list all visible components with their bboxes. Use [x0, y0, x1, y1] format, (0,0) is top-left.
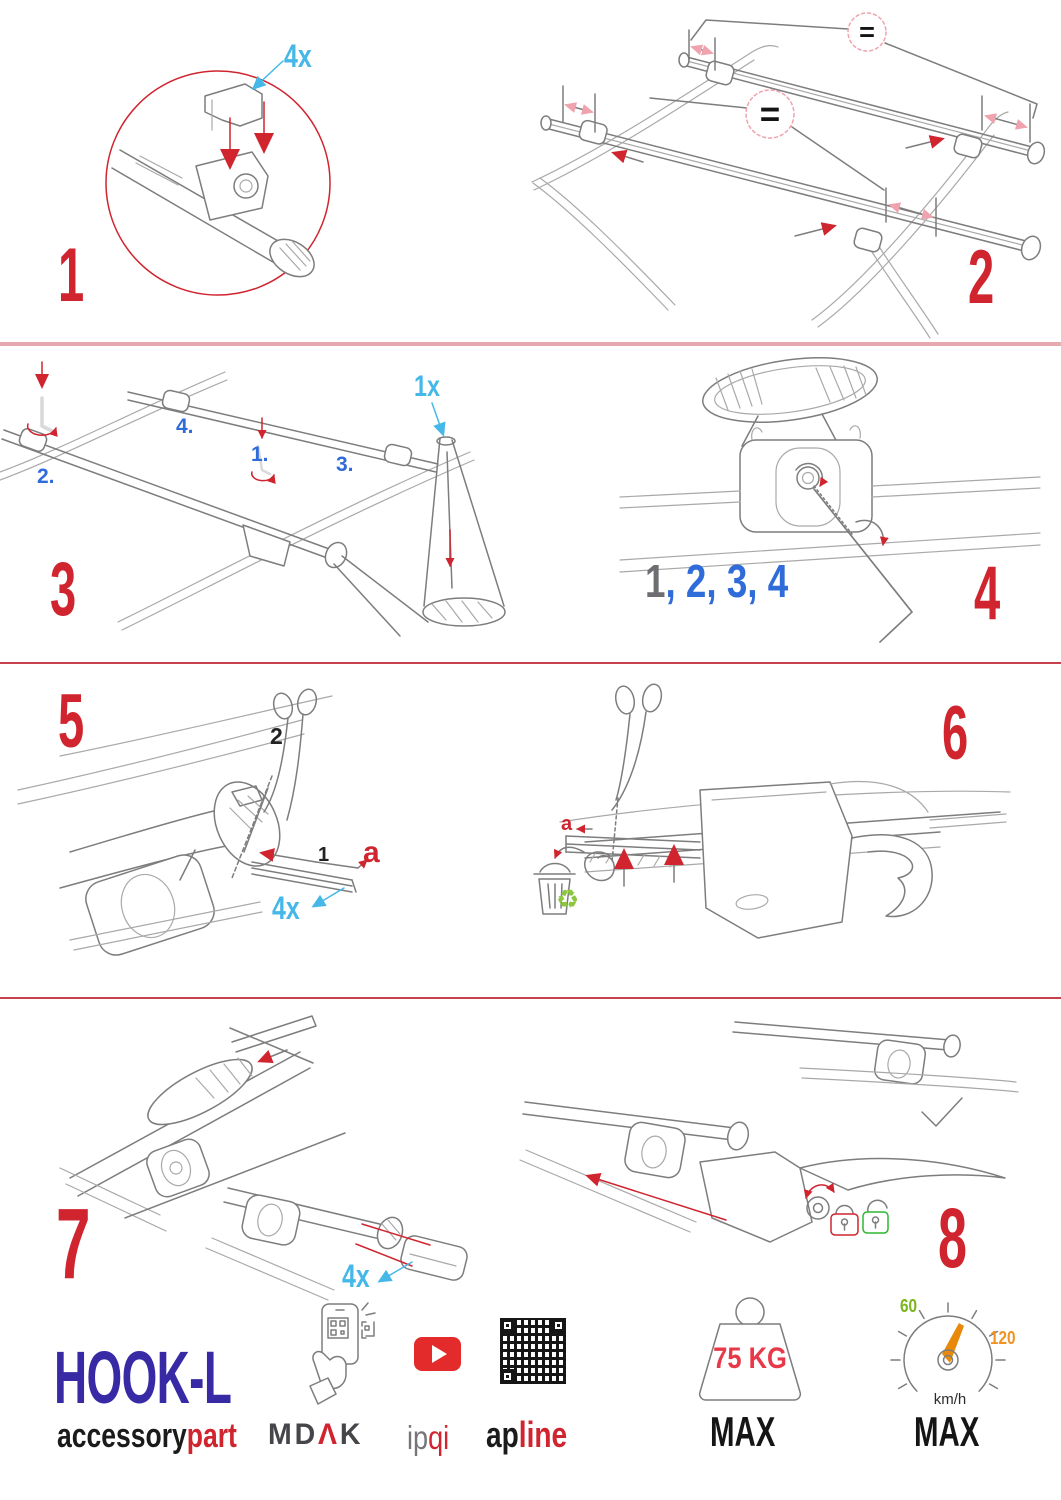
- strip-a-label: a: [561, 813, 573, 835]
- speed-low-tick-label: 60: [900, 1296, 918, 1316]
- ipqi-logo-gray: ip: [407, 1419, 429, 1456]
- qr-finder: [500, 1369, 515, 1384]
- substep-2-label: 2.: [37, 465, 55, 488]
- cut-order-label: 2: [270, 723, 283, 749]
- apline-logo-red: line: [518, 1414, 568, 1455]
- insert-order-label: 1: [318, 844, 330, 866]
- step1-quantity: 4x: [284, 38, 312, 74]
- padlock-open-icon: [863, 1200, 888, 1233]
- turn-key-arrow: [806, 1185, 834, 1198]
- keyhole: [814, 1204, 823, 1213]
- detail-leader-lines: [334, 556, 428, 636]
- mdak-logo: [268, 1420, 363, 1450]
- substep-4-label: 4.: [176, 415, 194, 438]
- quantity-pointer: [380, 1262, 412, 1281]
- step3-number: 3: [50, 547, 75, 632]
- section-divider: [0, 997, 1061, 999]
- end-cap-assembly: [206, 1188, 469, 1300]
- checkmark-icon: [922, 1098, 962, 1126]
- rail-pad: [699, 348, 882, 446]
- hex-key-hint: [28, 362, 274, 481]
- equal-sign: =: [759, 95, 781, 134]
- qr-code: [500, 1318, 566, 1384]
- recycle-icon: ♻: [556, 884, 580, 914]
- measure-guides: [563, 17, 1037, 236]
- phone-scan-icon: [300, 1300, 380, 1405]
- sequence-rest: , 2, 3, 4: [665, 555, 789, 607]
- step6-number: 6: [942, 691, 967, 776]
- step5-quantity: 4x: [272, 890, 300, 926]
- product-name: HOOK-L: [54, 1336, 232, 1419]
- apline-logo: [486, 1414, 568, 1455]
- strip-a-label: a: [363, 836, 380, 869]
- tool-holder-tower: [423, 437, 505, 626]
- assembled-bar-ok: [733, 1022, 1018, 1126]
- equal-sign: =: [859, 17, 875, 47]
- scissors-icon: [612, 682, 664, 862]
- tighten-sequence: [645, 555, 789, 607]
- clamp-foot: [70, 850, 262, 960]
- bracket-part: [205, 84, 262, 130]
- apline-logo-black: ap: [486, 1414, 519, 1455]
- step2-number: 2: [968, 235, 993, 320]
- youtube-icon: [414, 1337, 461, 1371]
- step3-quantity: 1x: [414, 370, 441, 403]
- step3-illustration: [0, 350, 520, 660]
- scissors-icon: [264, 687, 319, 820]
- youtube-play-triangle: [432, 1345, 447, 1363]
- mdak-logo-lambda: Λ: [318, 1418, 340, 1451]
- max-load-value: 75 KG: [713, 1342, 787, 1375]
- clamp-body: [740, 426, 872, 532]
- step7-quantity: 4x: [342, 1258, 370, 1294]
- foot-cover: [700, 782, 932, 938]
- mdak-logo-pre: MD: [268, 1418, 319, 1451]
- quantity-pointer: [314, 888, 344, 906]
- section-divider: [0, 662, 1061, 664]
- clamp-body: [196, 152, 268, 220]
- ipqi-logo-red: qi: [428, 1419, 450, 1456]
- quantity-pointer: [254, 61, 283, 88]
- qr-finder: [500, 1318, 515, 1333]
- step8-number: 8: [938, 1191, 966, 1285]
- brand-logo-red: part: [186, 1417, 237, 1455]
- section-divider: [0, 342, 1061, 346]
- sequence-first: 1: [645, 555, 666, 607]
- step1-number: 1: [58, 233, 83, 318]
- substep-3-label: 3.: [336, 453, 354, 476]
- roof-rails: [532, 46, 1008, 338]
- ipqi-logo: [407, 1421, 449, 1454]
- step4-number: 4: [974, 551, 999, 636]
- brand-logo: [57, 1419, 237, 1453]
- max-speed-label: MAX: [914, 1408, 980, 1455]
- rear-crossbar: [128, 389, 438, 472]
- step7-number: 7: [56, 1188, 90, 1300]
- max-load-label: MAX: [710, 1408, 776, 1455]
- mdak-logo-post: K: [339, 1418, 364, 1451]
- speed-high-tick-label: 120: [990, 1328, 1016, 1348]
- qr-finder: [551, 1318, 566, 1333]
- step5-number: 5: [58, 679, 83, 764]
- substep-1-label: 1.: [251, 443, 269, 466]
- padlock-closed-icon: [831, 1206, 858, 1236]
- key-lock-icon: [807, 1197, 829, 1219]
- brand-logo-black: accessory: [57, 1417, 187, 1455]
- rubber-strip: [252, 862, 356, 892]
- quantity-pointer: [432, 403, 443, 434]
- step1-illustration: [80, 18, 370, 318]
- speed-unit-label: km/h: [933, 1391, 967, 1408]
